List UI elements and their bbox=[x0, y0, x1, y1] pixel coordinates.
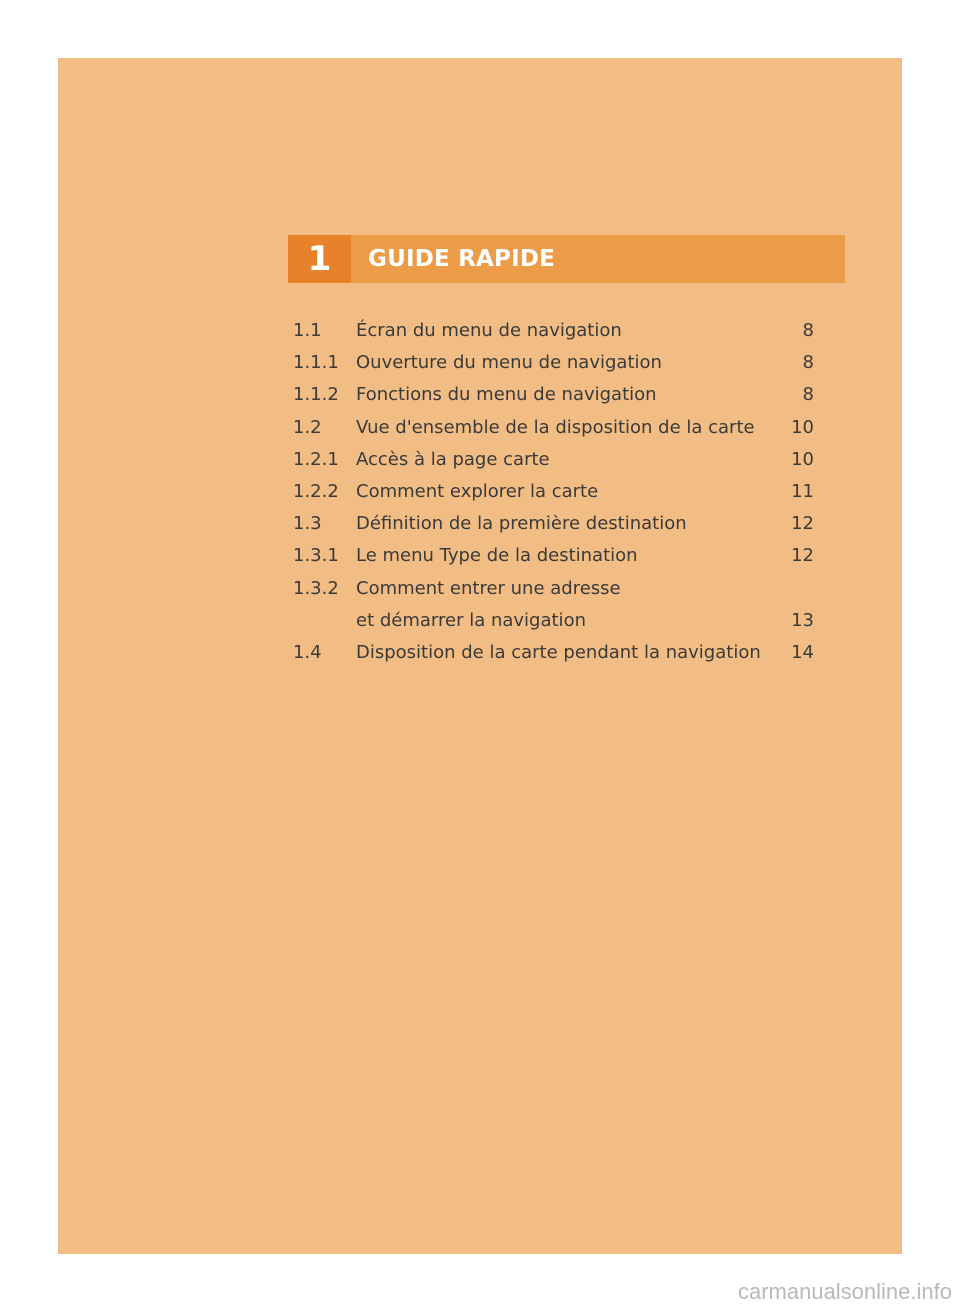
toc-entry-title bbox=[356, 379, 774, 411]
toc-entry-title bbox=[356, 508, 774, 540]
toc-entry-number: 1.1.2 bbox=[293, 384, 339, 406]
toc-entry[interactable] bbox=[293, 315, 814, 347]
toc-entry-title-line: Comment explorer la carte bbox=[356, 481, 599, 503]
toc-entry-page: 13 bbox=[791, 609, 814, 631]
toc-entry-title-line: et démarrer la navigation bbox=[356, 609, 586, 631]
toc-entry-number: 1.3.1 bbox=[293, 545, 339, 567]
toc-entry[interactable] bbox=[293, 412, 814, 444]
toc-entry-number: 1.2 bbox=[293, 416, 322, 438]
toc-entry[interactable] bbox=[293, 444, 814, 476]
toc-entry-number: 1.4 bbox=[293, 642, 322, 664]
toc-entry-title bbox=[356, 637, 774, 669]
toc-entry-title bbox=[356, 540, 774, 572]
toc-entry[interactable] bbox=[293, 379, 814, 411]
toc-entry-title-line: Écran du menu de navigation bbox=[356, 320, 622, 341]
toc-entry[interactable] bbox=[293, 347, 814, 379]
toc-entry-title-line: Disposition de la carte pendant la navigation bbox=[356, 642, 761, 664]
toc-entry-page: 8 bbox=[802, 320, 814, 341]
toc-entry-page: 12 bbox=[791, 513, 814, 535]
chapter-header bbox=[288, 235, 845, 283]
toc-entry-page: 14 bbox=[791, 642, 814, 664]
toc-entry[interactable] bbox=[293, 573, 814, 637]
toc-entry-number: 1.3 bbox=[293, 513, 322, 535]
toc-entry-title-line: Accès à la page carte bbox=[356, 448, 550, 470]
toc-entry-title-line: Le menu Type de la destination bbox=[356, 545, 638, 567]
chapter-number: 1 bbox=[288, 235, 351, 283]
toc-entry-page: 11 bbox=[791, 481, 814, 503]
toc-entry-number: 1.1.1 bbox=[293, 352, 339, 374]
toc-entry-title bbox=[356, 444, 774, 476]
toc-entry[interactable] bbox=[293, 476, 814, 508]
table-of-contents bbox=[293, 315, 814, 669]
toc-entry-page: 10 bbox=[791, 416, 814, 438]
toc-entry-title-line: Vue d'ensemble de la disposition de la carte bbox=[356, 416, 755, 438]
toc-entry-number: 1.2.1 bbox=[293, 448, 339, 470]
toc-entry-title-line: Définition de la première destination bbox=[356, 513, 687, 535]
toc-entry-title-line: Ouverture du menu de navigation bbox=[356, 352, 662, 374]
toc-entry-title-line: Comment entrer une adresse bbox=[356, 577, 621, 599]
toc-entry-page: 8 bbox=[802, 384, 814, 406]
toc-entry[interactable] bbox=[293, 508, 814, 540]
toc-entry-title-line: Fonctions du menu de navigation bbox=[356, 384, 657, 406]
toc-entry[interactable] bbox=[293, 540, 814, 572]
toc-entry-page: 12 bbox=[791, 545, 814, 567]
toc-entry-number: 1.3.2 bbox=[293, 577, 339, 599]
toc-entry-title bbox=[356, 412, 774, 444]
toc-entry-title bbox=[356, 573, 774, 637]
toc-entry-title bbox=[356, 315, 774, 347]
toc-entry-number: 1.1 bbox=[293, 320, 322, 341]
toc-entry[interactable] bbox=[293, 637, 814, 669]
toc-entry-title bbox=[356, 347, 774, 379]
toc-entry-number: 1.2.2 bbox=[293, 481, 339, 503]
chapter-title: GUIDE RAPIDE bbox=[368, 246, 556, 272]
watermark: carmanualsonline.info bbox=[737, 1279, 952, 1304]
toc-entry-page: 10 bbox=[791, 448, 814, 470]
toc-entry-page: 8 bbox=[802, 352, 814, 374]
toc-entry-title bbox=[356, 476, 774, 508]
